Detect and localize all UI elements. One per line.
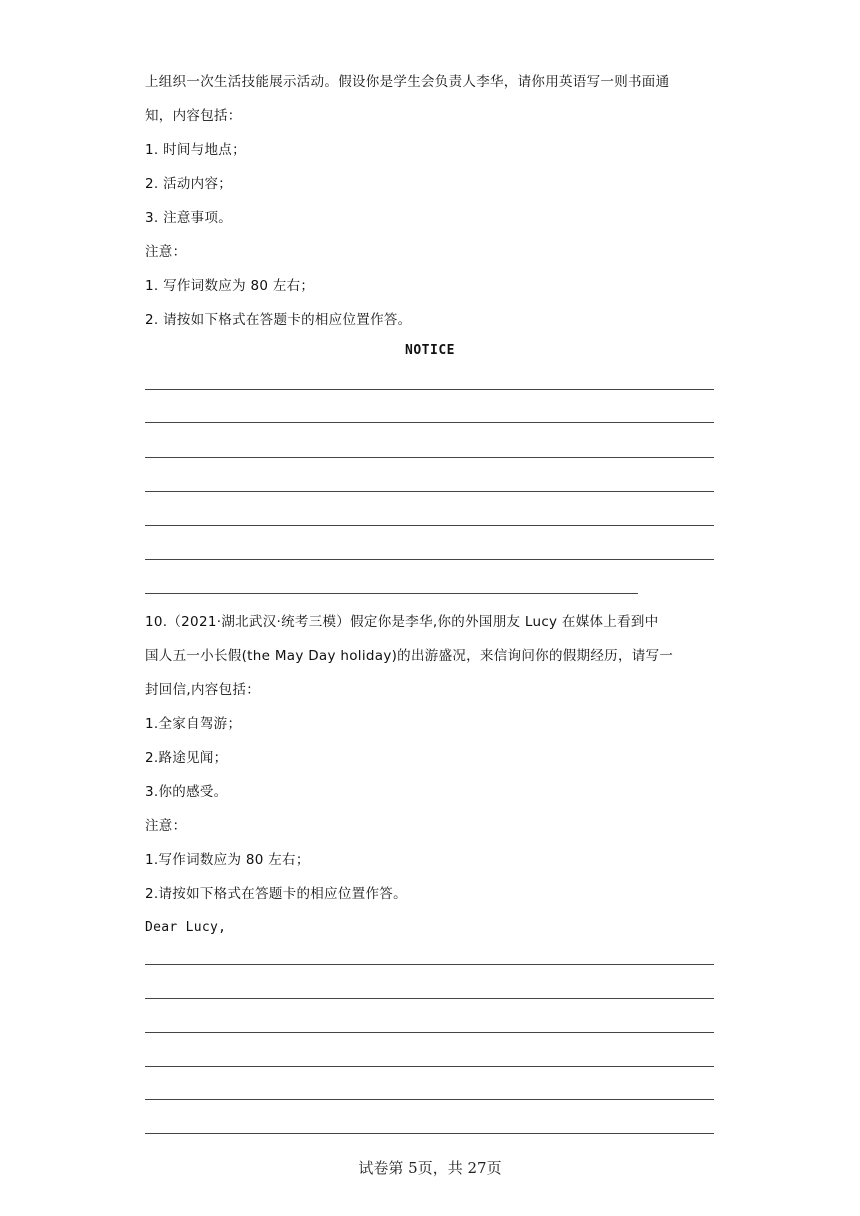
answer-line [145, 525, 714, 526]
q9-requirement-item: 3. 注意事项。 [145, 210, 233, 226]
q10-note-item: 2.请按如下格式在答题卡的相应位置作答。 [145, 886, 407, 902]
q10-note-label: 注意： [145, 818, 187, 834]
q9-text-line: 知，内容包括： [145, 108, 242, 124]
notice-heading: NOTICE [405, 343, 455, 358]
q9-note-item: 1. 写作词数应为 80 左右； [145, 278, 315, 294]
answer-line [145, 593, 638, 594]
answer-line [145, 964, 714, 965]
q9-text-line: 上组织一次生活技能展示活动。假设你是学生会负责人李华，请你用英语写一则书面通 [145, 74, 670, 90]
answer-line [145, 491, 714, 492]
q10-note-item: 1.写作词数应为 80 左右； [145, 852, 310, 868]
q9-note-item: 2. 请按如下格式在答题卡的相应位置作答。 [145, 312, 412, 328]
answer-line [145, 389, 714, 390]
q10-requirement-item: 3.你的感受。 [145, 784, 228, 800]
q9-requirement-item: 2. 活动内容； [145, 176, 233, 192]
answer-line [145, 422, 714, 423]
answer-line [145, 559, 714, 560]
answer-line [145, 998, 714, 999]
answer-line [145, 1133, 714, 1134]
q10-requirement-item: 2.路途见闻； [145, 750, 228, 766]
q10-text-line: 10.（2021·湖北武汉·统考三模）假定你是李华,你的外国朋友 Lucy 在媒体上看到中 [145, 614, 659, 630]
answer-line [145, 1066, 714, 1067]
answer-line [145, 457, 714, 458]
letter-salutation: Dear Lucy, [145, 920, 227, 935]
q10-requirement-item: 1.全家自驾游； [145, 716, 242, 732]
q9-note-label: 注意： [145, 244, 187, 260]
q10-text-line: 国人五一小长假(the May Day holiday)的出游盛况，来信询问你的假期经历，请写一 [145, 648, 674, 664]
q10-text-line: 封回信,内容包括： [145, 682, 260, 698]
answer-line [145, 1099, 714, 1100]
answer-line [145, 1032, 714, 1033]
page-footer: 试卷第 5页，共 27页 [358, 1159, 502, 1177]
q9-requirement-item: 1. 时间与地点； [145, 142, 246, 158]
